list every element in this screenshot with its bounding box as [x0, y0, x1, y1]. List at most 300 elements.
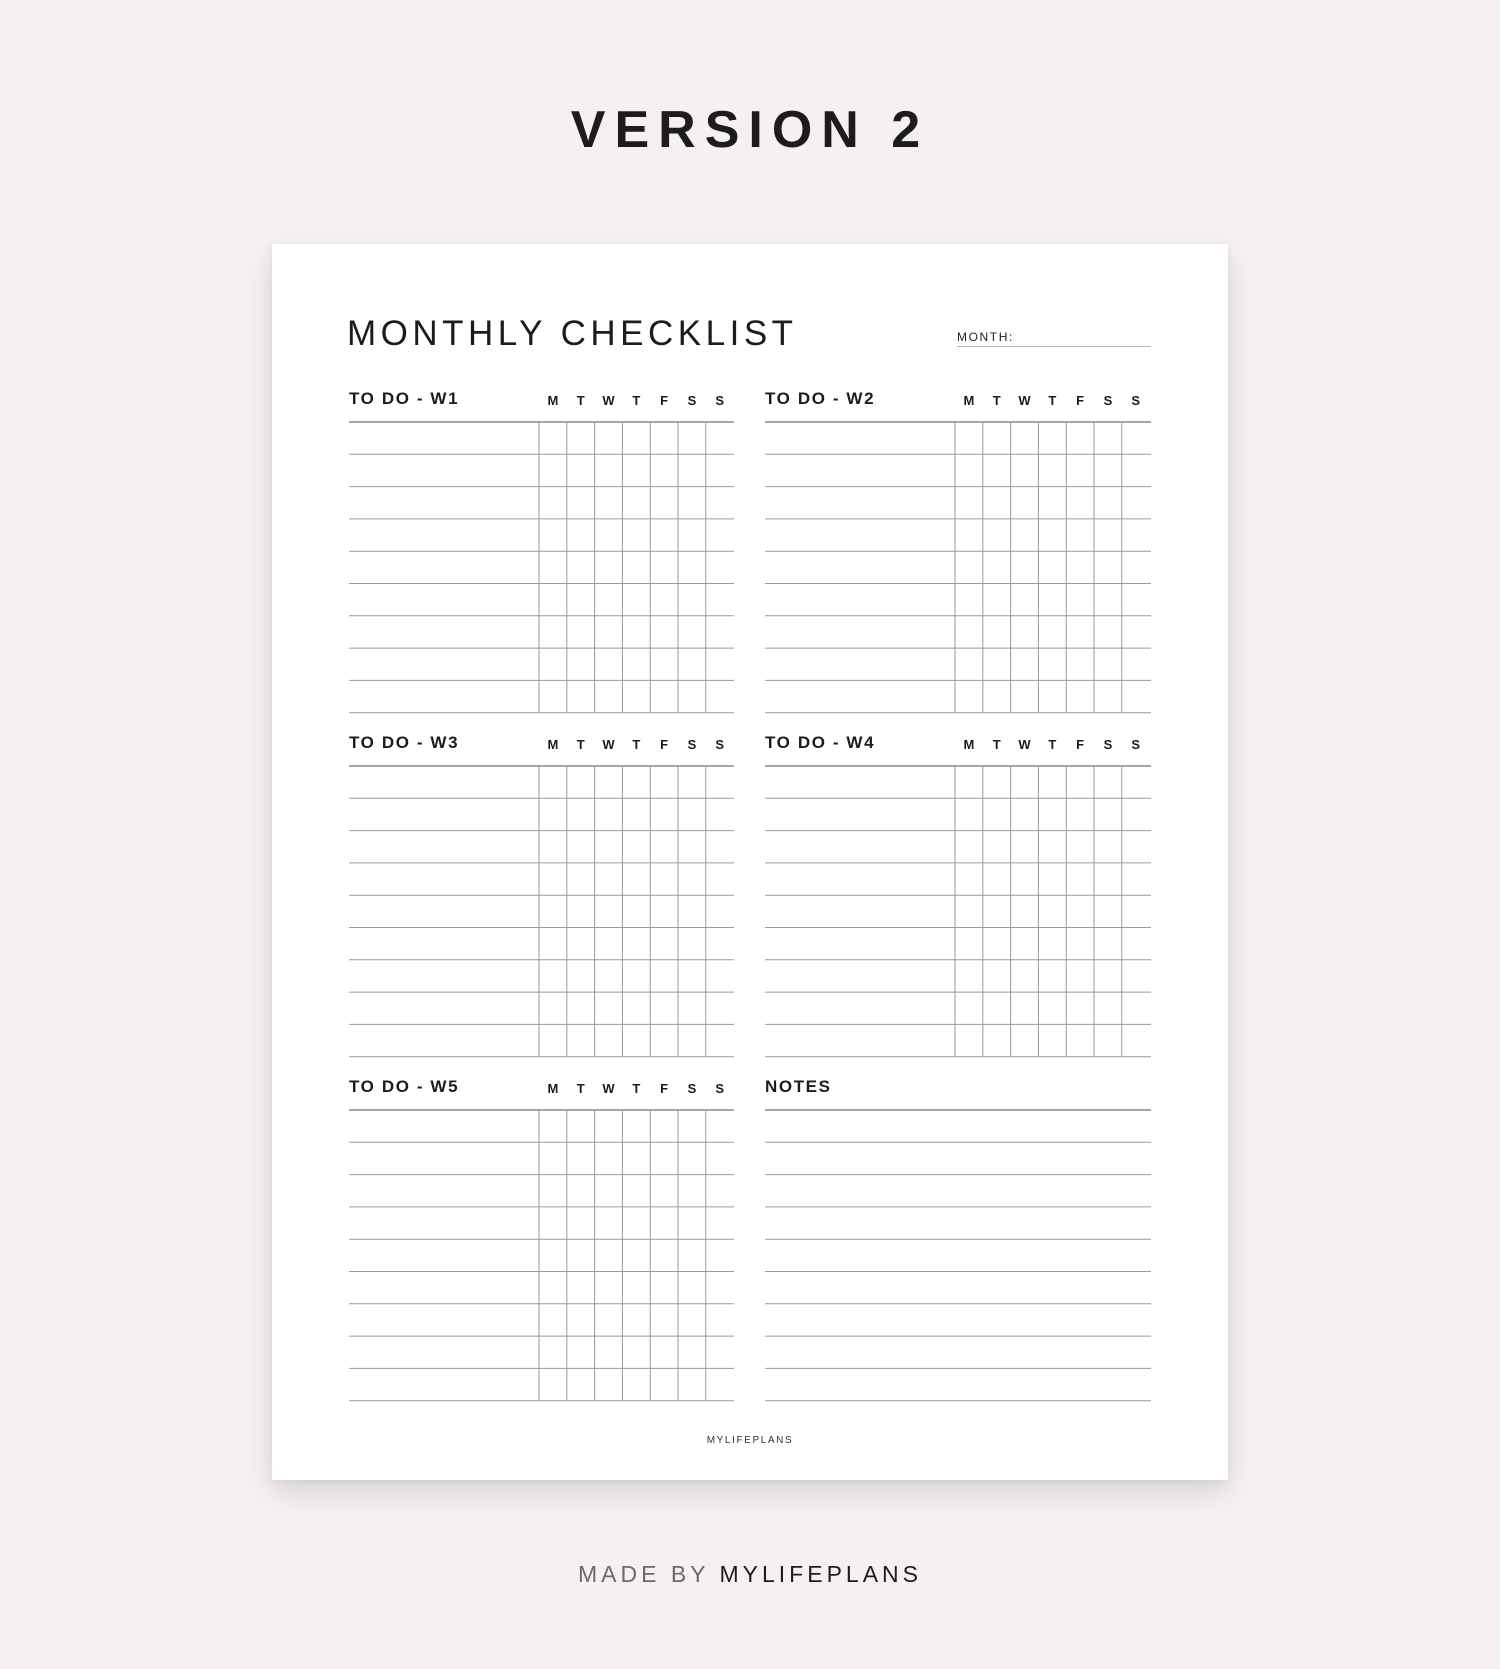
check-cell[interactable]: [955, 863, 983, 895]
check-cell[interactable]: [706, 1175, 734, 1207]
check-cell[interactable]: [567, 1272, 595, 1304]
check-cell[interactable]: [595, 1239, 623, 1271]
check-cell[interactable]: [539, 1272, 567, 1304]
task-line[interactable]: [765, 551, 955, 583]
check-cell[interactable]: [1038, 831, 1066, 863]
check-cell[interactable]: [1066, 1024, 1094, 1056]
notes-line[interactable]: [765, 1304, 1151, 1336]
check-cell[interactable]: [678, 519, 706, 551]
check-cell[interactable]: [622, 992, 650, 1024]
check-cell[interactable]: [678, 1368, 706, 1400]
check-cell[interactable]: [650, 1175, 678, 1207]
check-cell[interactable]: [1122, 648, 1150, 680]
check-cell[interactable]: [650, 992, 678, 1024]
check-cell[interactable]: [1066, 895, 1094, 927]
task-line[interactable]: [765, 928, 955, 960]
check-cell[interactable]: [1038, 766, 1066, 798]
task-line[interactable]: [349, 1368, 539, 1400]
check-cell[interactable]: [955, 798, 983, 830]
check-cell[interactable]: [567, 519, 595, 551]
task-line[interactable]: [349, 1142, 539, 1174]
check-cell[interactable]: [1122, 454, 1150, 486]
check-cell[interactable]: [1038, 616, 1066, 648]
check-cell[interactable]: [1038, 928, 1066, 960]
check-cell[interactable]: [678, 551, 706, 583]
task-line[interactable]: [349, 584, 539, 616]
check-cell[interactable]: [678, 1304, 706, 1336]
check-cell[interactable]: [595, 1175, 623, 1207]
check-cell[interactable]: [983, 1024, 1011, 1056]
check-cell[interactable]: [539, 648, 567, 680]
check-cell[interactable]: [678, 895, 706, 927]
check-cell[interactable]: [1066, 863, 1094, 895]
check-cell[interactable]: [1122, 519, 1150, 551]
check-cell[interactable]: [539, 584, 567, 616]
check-cell[interactable]: [1094, 584, 1122, 616]
check-cell[interactable]: [595, 519, 623, 551]
check-cell[interactable]: [1122, 422, 1150, 454]
check-cell[interactable]: [1011, 1024, 1039, 1056]
check-cell[interactable]: [650, 551, 678, 583]
check-cell[interactable]: [622, 1207, 650, 1239]
task-line[interactable]: [765, 454, 955, 486]
check-cell[interactable]: [567, 454, 595, 486]
check-cell[interactable]: [983, 584, 1011, 616]
check-cell[interactable]: [1066, 454, 1094, 486]
check-cell[interactable]: [622, 680, 650, 712]
check-cell[interactable]: [1094, 895, 1122, 927]
check-cell[interactable]: [983, 992, 1011, 1024]
check-cell[interactable]: [706, 992, 734, 1024]
check-cell[interactable]: [567, 895, 595, 927]
check-cell[interactable]: [539, 1142, 567, 1174]
check-cell[interactable]: [1066, 992, 1094, 1024]
check-cell[interactable]: [955, 680, 983, 712]
check-cell[interactable]: [706, 1304, 734, 1336]
check-cell[interactable]: [983, 895, 1011, 927]
task-line[interactable]: [349, 487, 539, 519]
check-cell[interactable]: [1038, 992, 1066, 1024]
check-cell[interactable]: [1038, 551, 1066, 583]
check-cell[interactable]: [983, 648, 1011, 680]
check-cell[interactable]: [1094, 831, 1122, 863]
check-cell[interactable]: [650, 616, 678, 648]
check-cell[interactable]: [622, 1142, 650, 1174]
check-cell[interactable]: [678, 1272, 706, 1304]
check-cell[interactable]: [706, 960, 734, 992]
check-cell[interactable]: [678, 1336, 706, 1368]
check-cell[interactable]: [1011, 454, 1039, 486]
task-line[interactable]: [765, 487, 955, 519]
check-cell[interactable]: [678, 616, 706, 648]
check-cell[interactable]: [1011, 616, 1039, 648]
check-cell[interactable]: [650, 584, 678, 616]
check-cell[interactable]: [1066, 798, 1094, 830]
check-cell[interactable]: [622, 928, 650, 960]
check-cell[interactable]: [1011, 960, 1039, 992]
check-cell[interactable]: [1122, 551, 1150, 583]
check-cell[interactable]: [706, 895, 734, 927]
task-line[interactable]: [349, 551, 539, 583]
notes-line[interactable]: [765, 1272, 1151, 1304]
check-cell[interactable]: [706, 1142, 734, 1174]
check-cell[interactable]: [622, 616, 650, 648]
check-cell[interactable]: [678, 1110, 706, 1142]
check-cell[interactable]: [539, 766, 567, 798]
task-line[interactable]: [349, 928, 539, 960]
check-cell[interactable]: [567, 928, 595, 960]
check-cell[interactable]: [622, 1336, 650, 1368]
check-cell[interactable]: [1122, 863, 1150, 895]
task-line[interactable]: [765, 519, 955, 551]
check-cell[interactable]: [706, 1272, 734, 1304]
check-cell[interactable]: [650, 680, 678, 712]
check-cell[interactable]: [678, 584, 706, 616]
check-cell[interactable]: [678, 1239, 706, 1271]
check-cell[interactable]: [595, 960, 623, 992]
check-cell[interactable]: [595, 1368, 623, 1400]
check-cell[interactable]: [706, 487, 734, 519]
check-cell[interactable]: [955, 766, 983, 798]
check-cell[interactable]: [595, 1024, 623, 1056]
check-cell[interactable]: [1066, 487, 1094, 519]
check-cell[interactable]: [539, 1024, 567, 1056]
check-cell[interactable]: [706, 454, 734, 486]
check-cell[interactable]: [1066, 584, 1094, 616]
check-cell[interactable]: [1038, 895, 1066, 927]
check-cell[interactable]: [955, 616, 983, 648]
task-line[interactable]: [765, 680, 955, 712]
task-line[interactable]: [765, 895, 955, 927]
check-cell[interactable]: [678, 1207, 706, 1239]
check-cell[interactable]: [678, 928, 706, 960]
check-cell[interactable]: [1038, 584, 1066, 616]
notes-line[interactable]: [765, 1239, 1151, 1271]
check-cell[interactable]: [622, 422, 650, 454]
check-cell[interactable]: [983, 831, 1011, 863]
check-cell[interactable]: [1011, 487, 1039, 519]
check-cell[interactable]: [678, 831, 706, 863]
task-line[interactable]: [765, 648, 955, 680]
check-cell[interactable]: [983, 519, 1011, 551]
check-cell[interactable]: [678, 798, 706, 830]
check-cell[interactable]: [595, 616, 623, 648]
check-cell[interactable]: [650, 1024, 678, 1056]
check-cell[interactable]: [983, 680, 1011, 712]
check-cell[interactable]: [1011, 798, 1039, 830]
check-cell[interactable]: [1066, 648, 1094, 680]
check-cell[interactable]: [650, 1207, 678, 1239]
check-cell[interactable]: [1038, 798, 1066, 830]
check-cell[interactable]: [622, 960, 650, 992]
check-cell[interactable]: [595, 1110, 623, 1142]
task-line[interactable]: [349, 422, 539, 454]
check-cell[interactable]: [622, 863, 650, 895]
check-cell[interactable]: [983, 487, 1011, 519]
check-cell[interactable]: [1122, 798, 1150, 830]
check-cell[interactable]: [678, 680, 706, 712]
check-cell[interactable]: [567, 1368, 595, 1400]
check-cell[interactable]: [955, 960, 983, 992]
check-cell[interactable]: [539, 960, 567, 992]
check-cell[interactable]: [650, 960, 678, 992]
check-cell[interactable]: [1122, 584, 1150, 616]
check-cell[interactable]: [539, 1175, 567, 1207]
check-cell[interactable]: [1122, 831, 1150, 863]
task-line[interactable]: [349, 1304, 539, 1336]
task-line[interactable]: [349, 1110, 539, 1142]
check-cell[interactable]: [706, 766, 734, 798]
check-cell[interactable]: [622, 1110, 650, 1142]
check-cell[interactable]: [539, 519, 567, 551]
check-cell[interactable]: [706, 519, 734, 551]
check-cell[interactable]: [622, 1175, 650, 1207]
task-line[interactable]: [349, 960, 539, 992]
check-cell[interactable]: [567, 1142, 595, 1174]
task-line[interactable]: [765, 992, 955, 1024]
check-cell[interactable]: [1122, 680, 1150, 712]
check-cell[interactable]: [622, 831, 650, 863]
check-cell[interactable]: [567, 422, 595, 454]
check-cell[interactable]: [706, 1336, 734, 1368]
check-cell[interactable]: [1122, 616, 1150, 648]
check-cell[interactable]: [983, 454, 1011, 486]
check-cell[interactable]: [1094, 928, 1122, 960]
check-cell[interactable]: [539, 454, 567, 486]
check-cell[interactable]: [1094, 648, 1122, 680]
check-cell[interactable]: [622, 648, 650, 680]
check-cell[interactable]: [650, 1304, 678, 1336]
task-line[interactable]: [765, 831, 955, 863]
check-cell[interactable]: [622, 1272, 650, 1304]
check-cell[interactable]: [955, 1024, 983, 1056]
check-cell[interactable]: [1066, 519, 1094, 551]
check-cell[interactable]: [955, 895, 983, 927]
check-cell[interactable]: [1122, 992, 1150, 1024]
check-cell[interactable]: [955, 928, 983, 960]
check-cell[interactable]: [1066, 422, 1094, 454]
task-line[interactable]: [349, 1272, 539, 1304]
check-cell[interactable]: [1066, 616, 1094, 648]
check-cell[interactable]: [595, 1336, 623, 1368]
check-cell[interactable]: [1094, 1024, 1122, 1056]
check-cell[interactable]: [1094, 992, 1122, 1024]
check-cell[interactable]: [650, 1272, 678, 1304]
task-line[interactable]: [349, 519, 539, 551]
check-cell[interactable]: [678, 766, 706, 798]
check-cell[interactable]: [1094, 680, 1122, 712]
check-cell[interactable]: [1094, 616, 1122, 648]
check-cell[interactable]: [1122, 487, 1150, 519]
check-cell[interactable]: [1094, 454, 1122, 486]
check-cell[interactable]: [678, 487, 706, 519]
check-cell[interactable]: [1011, 766, 1039, 798]
check-cell[interactable]: [539, 487, 567, 519]
task-line[interactable]: [765, 960, 955, 992]
check-cell[interactable]: [650, 648, 678, 680]
check-cell[interactable]: [567, 798, 595, 830]
notes-line[interactable]: [765, 1336, 1151, 1368]
task-line[interactable]: [349, 831, 539, 863]
task-line[interactable]: [349, 680, 539, 712]
check-cell[interactable]: [678, 1142, 706, 1174]
check-cell[interactable]: [706, 831, 734, 863]
check-cell[interactable]: [567, 992, 595, 1024]
check-cell[interactable]: [955, 487, 983, 519]
check-cell[interactable]: [567, 487, 595, 519]
check-cell[interactable]: [595, 422, 623, 454]
check-cell[interactable]: [650, 487, 678, 519]
check-cell[interactable]: [1038, 960, 1066, 992]
check-cell[interactable]: [650, 454, 678, 486]
check-cell[interactable]: [1094, 798, 1122, 830]
task-line[interactable]: [765, 798, 955, 830]
check-cell[interactable]: [539, 680, 567, 712]
task-line[interactable]: [349, 1175, 539, 1207]
check-cell[interactable]: [539, 928, 567, 960]
check-cell[interactable]: [595, 831, 623, 863]
task-line[interactable]: [349, 1239, 539, 1271]
check-cell[interactable]: [955, 831, 983, 863]
check-cell[interactable]: [1038, 422, 1066, 454]
check-cell[interactable]: [983, 960, 1011, 992]
check-cell[interactable]: [595, 766, 623, 798]
check-cell[interactable]: [567, 648, 595, 680]
check-cell[interactable]: [706, 551, 734, 583]
check-cell[interactable]: [595, 680, 623, 712]
check-cell[interactable]: [1094, 766, 1122, 798]
check-cell[interactable]: [1011, 422, 1039, 454]
check-cell[interactable]: [706, 1239, 734, 1271]
check-cell[interactable]: [567, 863, 595, 895]
check-cell[interactable]: [622, 584, 650, 616]
check-cell[interactable]: [955, 648, 983, 680]
check-cell[interactable]: [567, 680, 595, 712]
check-cell[interactable]: [595, 648, 623, 680]
task-line[interactable]: [349, 616, 539, 648]
check-cell[interactable]: [567, 584, 595, 616]
check-cell[interactable]: [706, 863, 734, 895]
check-cell[interactable]: [650, 895, 678, 927]
check-cell[interactable]: [650, 1110, 678, 1142]
check-cell[interactable]: [1066, 960, 1094, 992]
check-cell[interactable]: [622, 1024, 650, 1056]
check-cell[interactable]: [539, 831, 567, 863]
check-cell[interactable]: [955, 584, 983, 616]
check-cell[interactable]: [539, 1239, 567, 1271]
check-cell[interactable]: [567, 1304, 595, 1336]
check-cell[interactable]: [706, 680, 734, 712]
task-line[interactable]: [349, 863, 539, 895]
check-cell[interactable]: [1094, 960, 1122, 992]
check-cell[interactable]: [678, 863, 706, 895]
check-cell[interactable]: [539, 616, 567, 648]
check-cell[interactable]: [595, 454, 623, 486]
check-cell[interactable]: [567, 766, 595, 798]
check-cell[interactable]: [983, 616, 1011, 648]
check-cell[interactable]: [1038, 680, 1066, 712]
check-cell[interactable]: [1122, 928, 1150, 960]
check-cell[interactable]: [706, 422, 734, 454]
check-cell[interactable]: [706, 1368, 734, 1400]
notes-line[interactable]: [765, 1368, 1151, 1400]
check-cell[interactable]: [706, 584, 734, 616]
check-cell[interactable]: [1066, 680, 1094, 712]
check-cell[interactable]: [539, 1207, 567, 1239]
check-cell[interactable]: [1011, 895, 1039, 927]
check-cell[interactable]: [650, 422, 678, 454]
check-cell[interactable]: [1122, 1024, 1150, 1056]
task-line[interactable]: [765, 616, 955, 648]
check-cell[interactable]: [650, 519, 678, 551]
check-cell[interactable]: [595, 1207, 623, 1239]
check-cell[interactable]: [1066, 551, 1094, 583]
check-cell[interactable]: [955, 992, 983, 1024]
check-cell[interactable]: [567, 1024, 595, 1056]
check-cell[interactable]: [678, 1024, 706, 1056]
check-cell[interactable]: [1038, 648, 1066, 680]
check-cell[interactable]: [955, 422, 983, 454]
check-cell[interactable]: [650, 1239, 678, 1271]
check-cell[interactable]: [1094, 422, 1122, 454]
check-cell[interactable]: [955, 551, 983, 583]
check-cell[interactable]: [1066, 928, 1094, 960]
check-cell[interactable]: [567, 616, 595, 648]
task-line[interactable]: [349, 798, 539, 830]
check-cell[interactable]: [539, 895, 567, 927]
check-cell[interactable]: [595, 895, 623, 927]
notes-line[interactable]: [765, 1110, 1151, 1142]
check-cell[interactable]: [678, 422, 706, 454]
task-line[interactable]: [349, 766, 539, 798]
check-cell[interactable]: [539, 1304, 567, 1336]
check-cell[interactable]: [1011, 928, 1039, 960]
check-cell[interactable]: [595, 863, 623, 895]
task-line[interactable]: [765, 766, 955, 798]
check-cell[interactable]: [622, 487, 650, 519]
check-cell[interactable]: [1066, 831, 1094, 863]
check-cell[interactable]: [1011, 831, 1039, 863]
check-cell[interactable]: [622, 1304, 650, 1336]
check-cell[interactable]: [1066, 766, 1094, 798]
check-cell[interactable]: [706, 616, 734, 648]
check-cell[interactable]: [622, 551, 650, 583]
task-line[interactable]: [765, 584, 955, 616]
check-cell[interactable]: [650, 798, 678, 830]
check-cell[interactable]: [983, 766, 1011, 798]
check-cell[interactable]: [706, 1024, 734, 1056]
check-cell[interactable]: [1038, 863, 1066, 895]
check-cell[interactable]: [595, 798, 623, 830]
task-line[interactable]: [765, 1024, 955, 1056]
check-cell[interactable]: [539, 1336, 567, 1368]
notes-line[interactable]: [765, 1207, 1151, 1239]
check-cell[interactable]: [1094, 487, 1122, 519]
task-line[interactable]: [765, 863, 955, 895]
check-cell[interactable]: [595, 1272, 623, 1304]
check-cell[interactable]: [539, 1368, 567, 1400]
check-cell[interactable]: [1094, 551, 1122, 583]
check-cell[interactable]: [1011, 551, 1039, 583]
check-cell[interactable]: [539, 1110, 567, 1142]
check-cell[interactable]: [1094, 863, 1122, 895]
check-cell[interactable]: [678, 960, 706, 992]
check-cell[interactable]: [983, 928, 1011, 960]
check-cell[interactable]: [567, 551, 595, 583]
check-cell[interactable]: [983, 863, 1011, 895]
check-cell[interactable]: [983, 551, 1011, 583]
check-cell[interactable]: [539, 798, 567, 830]
